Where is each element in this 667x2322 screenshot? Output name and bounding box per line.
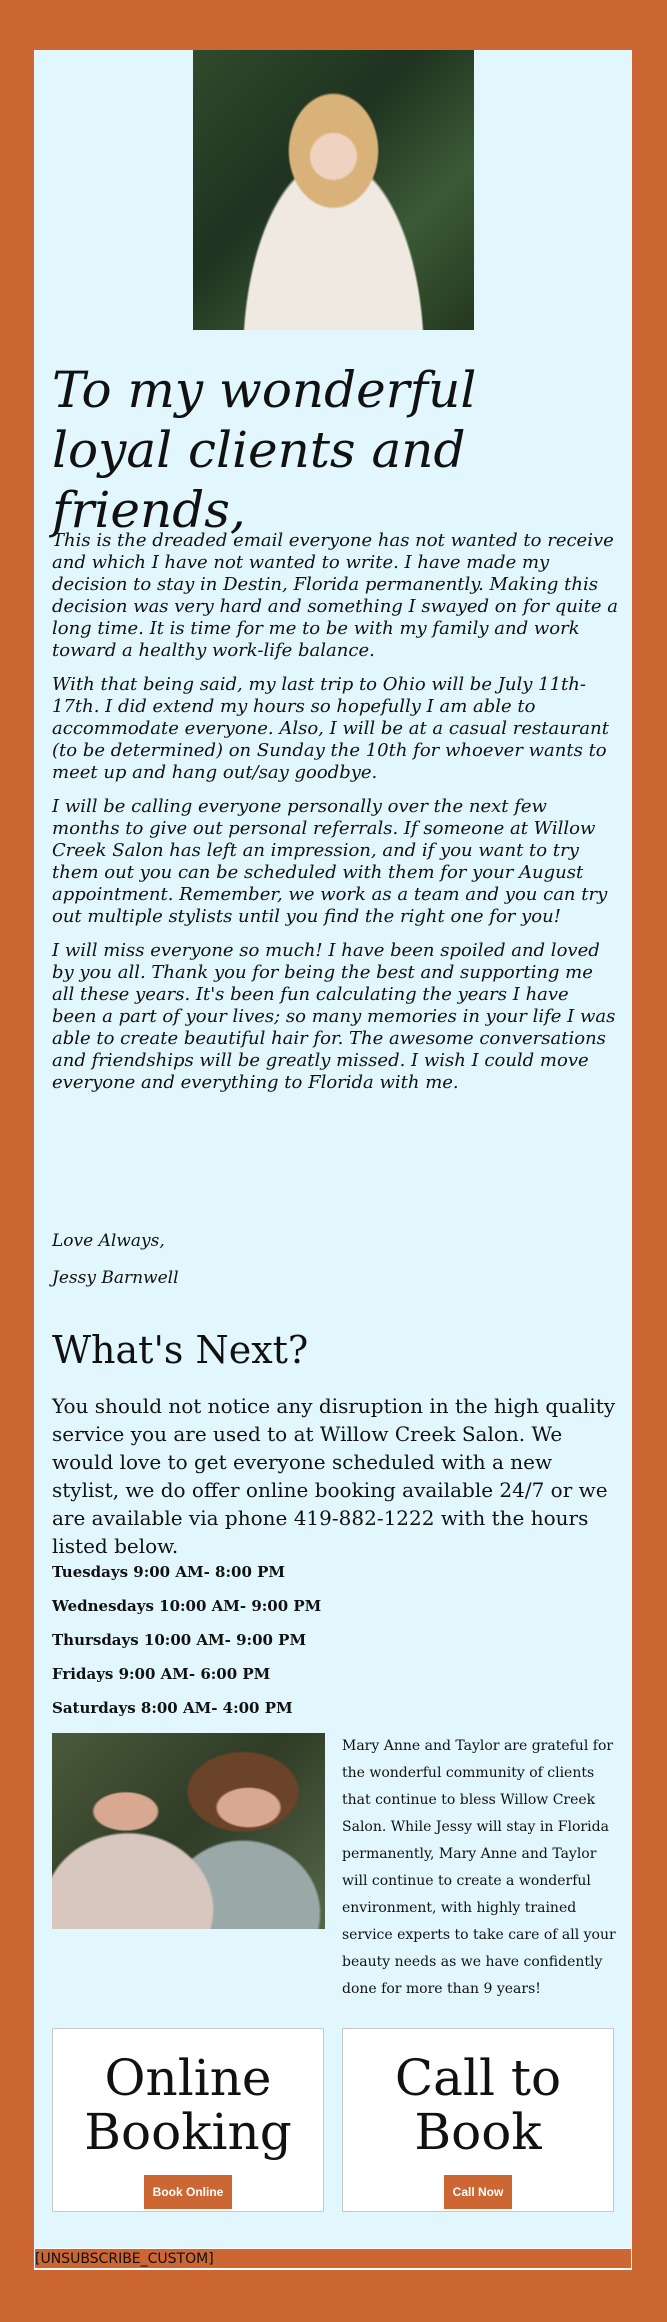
call-to-book-title: Call to Book xyxy=(394,2049,562,2161)
email-container xyxy=(34,50,632,2268)
online-booking-title: Online Booking xyxy=(84,2049,292,2161)
whats-next-body: You should not notice any disruption in the high quality service you are used to at Willow Creek Salon. We would love to get everyone scheduled with a new stylist, we do offer online booking available 24/7 or we are available via phone 419-882-1222 with the hours listed below. xyxy=(52,1394,616,1558)
hours-item: Wednesdays 10:00 AM- 9:00 PM xyxy=(52,1597,322,1615)
call-now-button[interactable]: Call Now xyxy=(444,2175,513,2209)
letter-paragraph: With that being said, my last trip to Ohio will be July 11th-17th. I did extend my hours so hopefully I am able to accommodate everyone. Also, I will be at a casual restaurant (to be determined) on Sunday the 10th for whoever wants to meet up and hang out/say goodbye. xyxy=(52,674,609,783)
whats-next-heading: What's Next? xyxy=(52,1328,309,1372)
letter-paragraph: I will be calling everyone personally over the next few months to give out personal referrals. If someone at Willow Creek Salon has left an impression, and if you want to try them out you can be scheduled with them for your August appointment. Remember, we work as a team and you can try out multiple stylists until you find the right one for you! xyxy=(52,796,608,927)
hours-item: Thursdays 10:00 AM- 9:00 PM xyxy=(52,1631,307,1649)
letter-body xyxy=(52,530,618,1106)
footer-divider xyxy=(34,2268,632,2270)
salon-hours-list xyxy=(52,1562,612,1732)
letter-greeting: To my wonderful loyal clients and friends, xyxy=(52,361,477,539)
signoff-name: Jessy Barnwell xyxy=(52,1268,179,1288)
hours-item: Saturdays 8:00 AM- 4:00 PM xyxy=(52,1699,293,1717)
team-photo-image xyxy=(52,1733,325,1929)
team-message: Mary Anne and Taylor are grateful for the wonderful community of clients that continue to bless Willow Creek Salon. While Jessy will stay in Florida permanently, Mary Anne and Taylor will continue to create a wonderful environment, with highly trained service experts to take care of all your beauty needs as we have confidently done for more than 9 years! xyxy=(342,1738,616,1997)
signoff xyxy=(52,1230,612,1304)
stylist-portrait-image xyxy=(193,50,474,330)
call-to-book-card xyxy=(342,2028,614,2212)
online-booking-card xyxy=(52,2028,324,2212)
unsubscribe-link[interactable]: [UNSUBSCRIBE_CUSTOM] xyxy=(35,2248,631,2269)
hours-item: Fridays 9:00 AM- 6:00 PM xyxy=(52,1665,271,1683)
letter-paragraph: I will miss everyone so much! I have been spoiled and loved by you all. Thank you for being the best and supporting me all these years. It's been fun calculating the years I have been a part of your lives; so many memories in your life I was able to create beautiful hair for. The awesome conversations and friendships will be greatly missed. I wish I could move everyone and everything to Florida with me. xyxy=(52,940,616,1093)
book-online-button[interactable]: Book Online xyxy=(144,2175,233,2209)
signoff-closing: Love Always, xyxy=(52,1231,165,1251)
letter-paragraph: This is the dreaded email everyone has not wanted to receive and which I have not wanted to write. I have made my decision to stay in Destin, Florida permanently. Making this decision was very hard and something I swayed on for quite a long time. It is time for me to be with my family and work toward a healthy work-life balance. xyxy=(52,530,618,661)
hours-item: Tuesdays 9:00 AM- 8:00 PM xyxy=(52,1563,285,1581)
